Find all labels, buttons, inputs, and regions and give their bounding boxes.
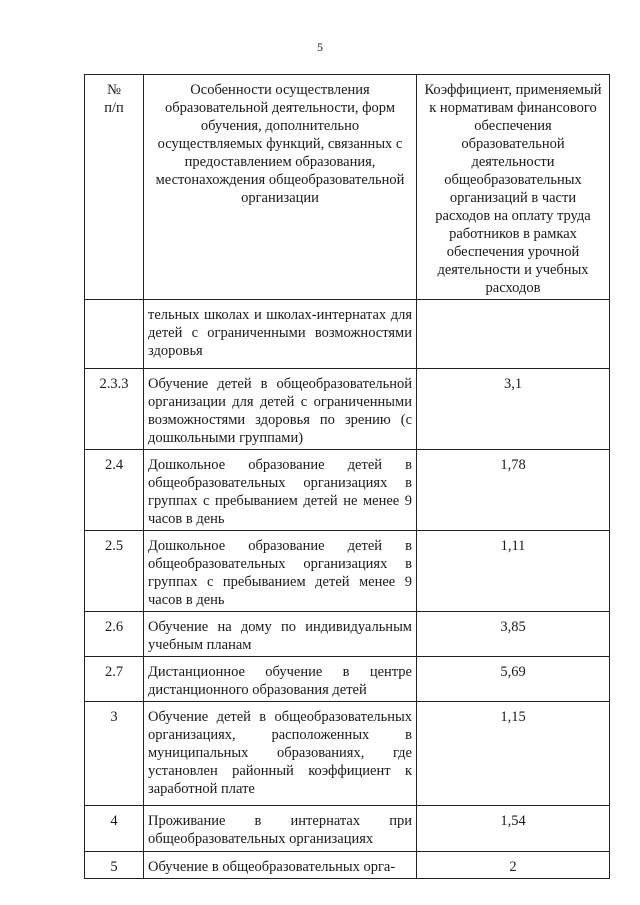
row-description: Обучение на дому по индивидуальным учебным планам	[144, 612, 417, 657]
row-coefficient	[417, 300, 610, 369]
table-row	[85, 702, 610, 806]
row-description: тельных школах и школах-интернатах для детей с ограниченными возможностями здоровья	[144, 300, 417, 369]
row-coefficient: 1,78	[417, 450, 610, 531]
row-coefficient: 5,69	[417, 657, 610, 702]
row-coefficient: 1,11	[417, 531, 610, 612]
table-body	[85, 300, 610, 879]
row-number: 3	[85, 702, 144, 806]
table-row	[85, 300, 610, 369]
header-number	[85, 75, 144, 300]
table-row	[85, 450, 610, 531]
row-description: Проживание в интернатах при общеобразовательных организациях	[144, 806, 417, 852]
table-header	[85, 75, 610, 300]
table-row	[85, 657, 610, 702]
page-number: 5	[317, 40, 323, 54]
row-description: Дошкольное образование детей в общеобразовательных организациях в группах с пребыванием детей менее 9 часов в день	[144, 531, 417, 612]
row-number: 2.4	[85, 450, 144, 531]
row-number: 4	[85, 806, 144, 852]
row-description: Обучение в общеобразовательных орга-	[144, 852, 417, 879]
header-number-symbol: №	[107, 82, 121, 98]
coefficients-table	[84, 74, 610, 879]
header-number-abbrev: п/п	[104, 100, 124, 116]
row-description: Дистанционное обучение в центре дистанционного образования детей	[144, 657, 417, 702]
row-number: 2.7	[85, 657, 144, 702]
row-coefficient: 3,85	[417, 612, 610, 657]
row-number: 2.5	[85, 531, 144, 612]
table-row	[85, 531, 610, 612]
header-coefficient: Коэффициент, применяемый к нормативам финансового обеспечения образовательной деятельности общеобразовательных организаций в части расходов на оплату труда работников в рамках обеспечения урочной деятельности и учебных расходов	[417, 75, 610, 300]
row-coefficient: 1,15	[417, 702, 610, 806]
table-row	[85, 852, 610, 879]
row-description: Обучение детей в общеобразовательной организации для детей с ограниченными возможностями здоровья по зрению (с дошкольными группами)	[144, 369, 417, 450]
header-description: Особенности осуществления образовательной деятельности, форм обучения, дополнительно осуществляемых функций, связанных с предоставлением образования, местонахождения общеобразовательной организации	[144, 75, 417, 300]
row-coefficient: 2	[417, 852, 610, 879]
row-number: 5	[85, 852, 144, 879]
row-number	[85, 300, 144, 369]
table-row	[85, 806, 610, 852]
table-row	[85, 612, 610, 657]
row-number: 2.6	[85, 612, 144, 657]
table-row	[85, 369, 610, 450]
row-description: Дошкольное образование детей в общеобразовательных организациях в группах с пребыванием детей не менее 9 часов в день	[144, 450, 417, 531]
row-coefficient: 3,1	[417, 369, 610, 450]
row-description: Обучение детей в общеобразовательных организациях, расположенных в муниципальных образованиях, где установлен районный коэффициент к заработной плате	[144, 702, 417, 806]
row-number: 2.3.3	[85, 369, 144, 450]
row-coefficient: 1,54	[417, 806, 610, 852]
